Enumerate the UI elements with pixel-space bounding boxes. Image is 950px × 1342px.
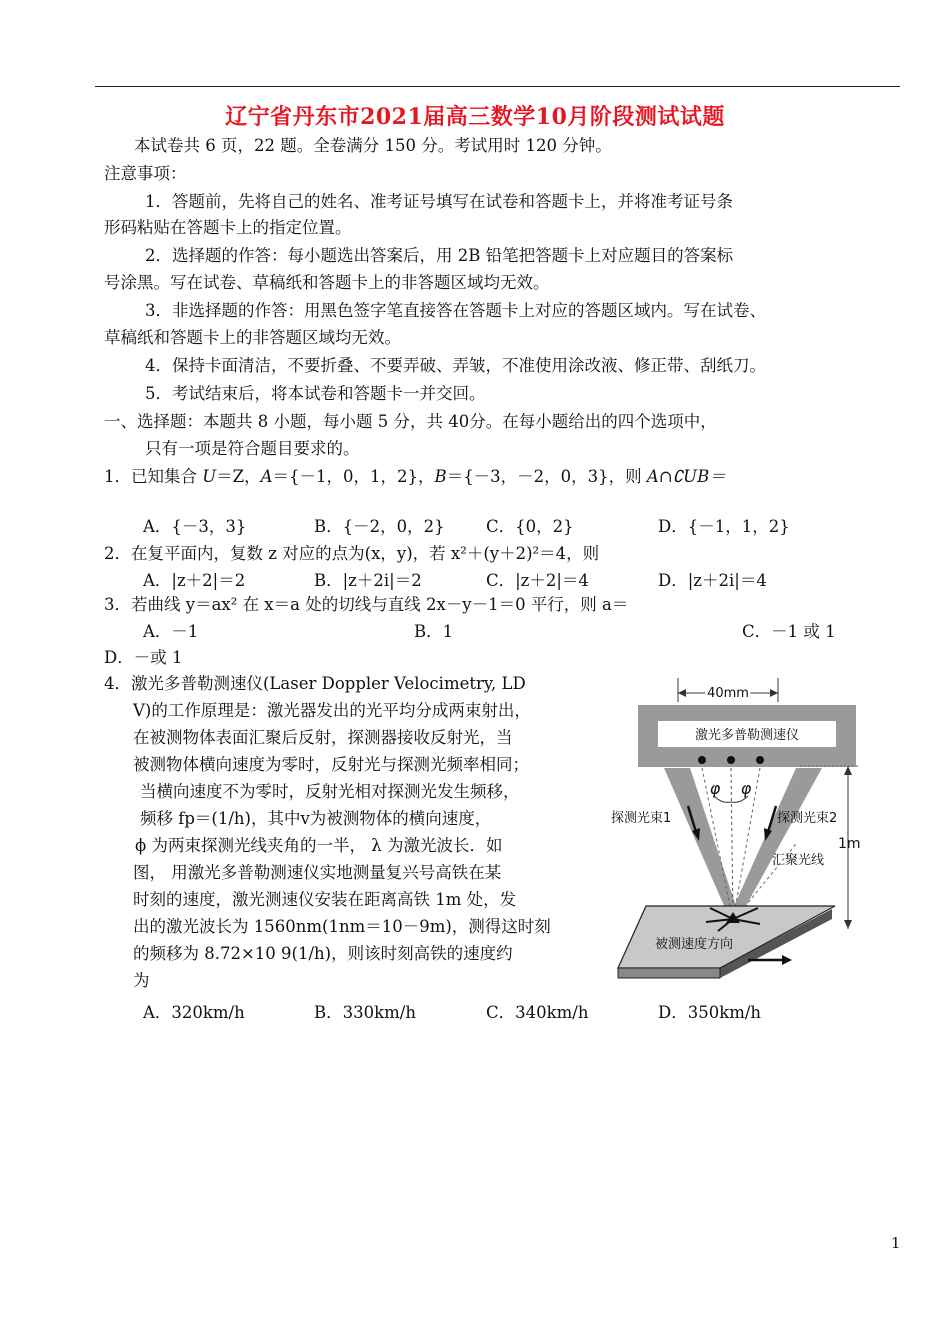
q4-line-8: 图， 用激光多普勒测速仪实地测量复兴号高铁在某 xyxy=(133,863,502,882)
plate-front xyxy=(618,968,720,978)
header-rule xyxy=(95,86,900,87)
section1-subheading: 只有一项是符合题目要求的。 xyxy=(145,439,360,458)
q3-option-a: A．－1 xyxy=(143,622,199,641)
q4-line-2: V)的工作原理是：激光器发出的光平均分成两束射出， xyxy=(133,701,531,720)
distance-label: 1m xyxy=(838,836,861,852)
notice-1a: 1．答题前，先将自己的姓名、准考证号填写在试卷和答题卡上，并将准考证号条 xyxy=(145,192,733,211)
q4-option-a: A．320km/h xyxy=(143,1003,245,1022)
dim-arrow-left xyxy=(678,689,686,697)
notice-3a: 3．非选择题的作答：用黑色签字笔直接答在答题卡上对应的答题区域内。写在试卷、 xyxy=(145,301,766,320)
phi-label-left: φ xyxy=(709,779,721,798)
dim-1m-arrow-top xyxy=(844,766,852,775)
q1-option-a: A．{－3，3} xyxy=(143,517,247,536)
q1-stem: 1．已知集合 U＝Z，A＝{－1，0，1，2}，B＝{－3，－2，0，3}，则 A∩∁UB＝ xyxy=(104,467,726,486)
beam1-label: 探测光束1 xyxy=(611,811,672,826)
notice-3b: 草稿纸和答题卡上的非答题区域均无效。 xyxy=(104,328,401,347)
q1-option-b: B．{－2，0，2} xyxy=(314,517,445,536)
notice-2b: 号涂黑。写在试卷、草稿纸和答题卡上的非答题区域均无效。 xyxy=(104,273,550,292)
q4-line-9: 时刻的速度，激光测速仪安装在距离高铁 1m 处，发 xyxy=(133,890,517,909)
q2-option-c: C．|z＋2|＝4 xyxy=(486,571,589,590)
notice-4: 4．保持卡面清洁，不要折叠、不要弄破、弄皱，不准使用涂改液、修正带、刮纸刀。 xyxy=(145,356,766,375)
emitter-right xyxy=(756,756,764,764)
velocity-arrow-head xyxy=(782,955,792,965)
page-title: 辽宁省丹东市2021届高三数学10月阶段测试试题 xyxy=(225,104,725,130)
q4-line-7: ϕ 为两束探测光线夹角的一半， λ 为激光波长．如 xyxy=(135,836,503,855)
q2-stem: 2．在复平面内，复数 z 对应的点为(x，y)，若 x²＋(y＋2)²＝4，则 xyxy=(104,544,600,563)
q4-line-3: 在被测物体表面汇聚后反射，探测器接收反射光，当 xyxy=(133,728,513,747)
q4-line-5: 当横向速度不为零时，反射光相对探测光发生频移， xyxy=(140,782,520,801)
section1-heading: 一、选择题：本题共 8 小题，每小题 5 分，共 40分。在每小题给出的四个选项中， xyxy=(104,412,717,431)
q4-option-d: D．350km/h xyxy=(658,1003,762,1022)
q4-line-10: 出的激光波长为 1560nm(1nm＝10－9m)，测得这时刻 xyxy=(133,917,551,936)
laser-doppler-figure xyxy=(600,676,885,988)
q3-option-c: C．－1 或 1 xyxy=(742,622,836,641)
q4-line-1: 4．激光多普勒测速仪(Laser Doppler Velocimetry, LD xyxy=(104,674,526,693)
q3-option-b: B．1 xyxy=(414,622,454,641)
q3-option-d: D．－或 1 xyxy=(104,648,183,667)
intro-text: 本试卷共 6 页，22 题。全卷满分 150 分。考试用时 120 分钟。 xyxy=(134,136,612,155)
q1-option-c: C．{0，2} xyxy=(486,517,574,536)
q4-line-11: 的频移为 8.72×10 9(1/h)，则该时刻高铁的速度约 xyxy=(133,944,513,963)
device-label: 激光多普勒测速仪 xyxy=(694,728,800,743)
q3-stem: 3．若曲线 y＝ax² 在 x＝a 处的切线与直线 2x－y－1＝0 平行，则 a＝ xyxy=(104,595,629,614)
q4-option-c: C．340km/h xyxy=(486,1003,589,1022)
emitter-left xyxy=(698,756,706,764)
q4-option-b: B．330km/h xyxy=(314,1003,416,1022)
dim-label: 40mm xyxy=(707,686,749,701)
notice-2a: 2．选择题的作答：每小题选出答案后，用 2B 铅笔把答题卡上对应题目的答案标 xyxy=(145,246,734,265)
notice-heading: 注意事项： xyxy=(104,164,187,183)
velocity-label: 被测速度方向 xyxy=(655,937,734,952)
converge-label: 汇聚光线 xyxy=(772,853,825,868)
beam-left xyxy=(664,768,742,924)
dim-arrow-right xyxy=(770,689,778,697)
beam2-label: 探测光束2 xyxy=(777,811,838,826)
emitter-center xyxy=(727,756,735,764)
notice-1b: 形码粘贴在答题卡上的指定位置。 xyxy=(104,218,352,237)
q2-option-b: B．|z＋2i|＝2 xyxy=(314,571,422,590)
dim-1m-arrow-bottom xyxy=(844,920,852,929)
q4-line-12: 为 xyxy=(133,971,150,990)
q2-option-a: A．|z＋2|＝2 xyxy=(143,571,246,590)
q4-line-6: 频移 fp＝(1/h)，其中v为被测物体的横向速度， xyxy=(140,809,492,828)
phi-label-right: φ xyxy=(740,779,752,798)
page-number: 1 xyxy=(891,1234,901,1252)
notice-5: 5．考试结束后，将本试卷和答题卡一并交回。 xyxy=(145,384,486,403)
q2-option-d: D．|z＋2i|＝4 xyxy=(658,571,767,590)
q1-option-d: D．{－1，1，2} xyxy=(658,517,790,536)
q4-line-4: 被测物体横向速度为零时，反射光与探测光频率相同； xyxy=(133,755,529,774)
